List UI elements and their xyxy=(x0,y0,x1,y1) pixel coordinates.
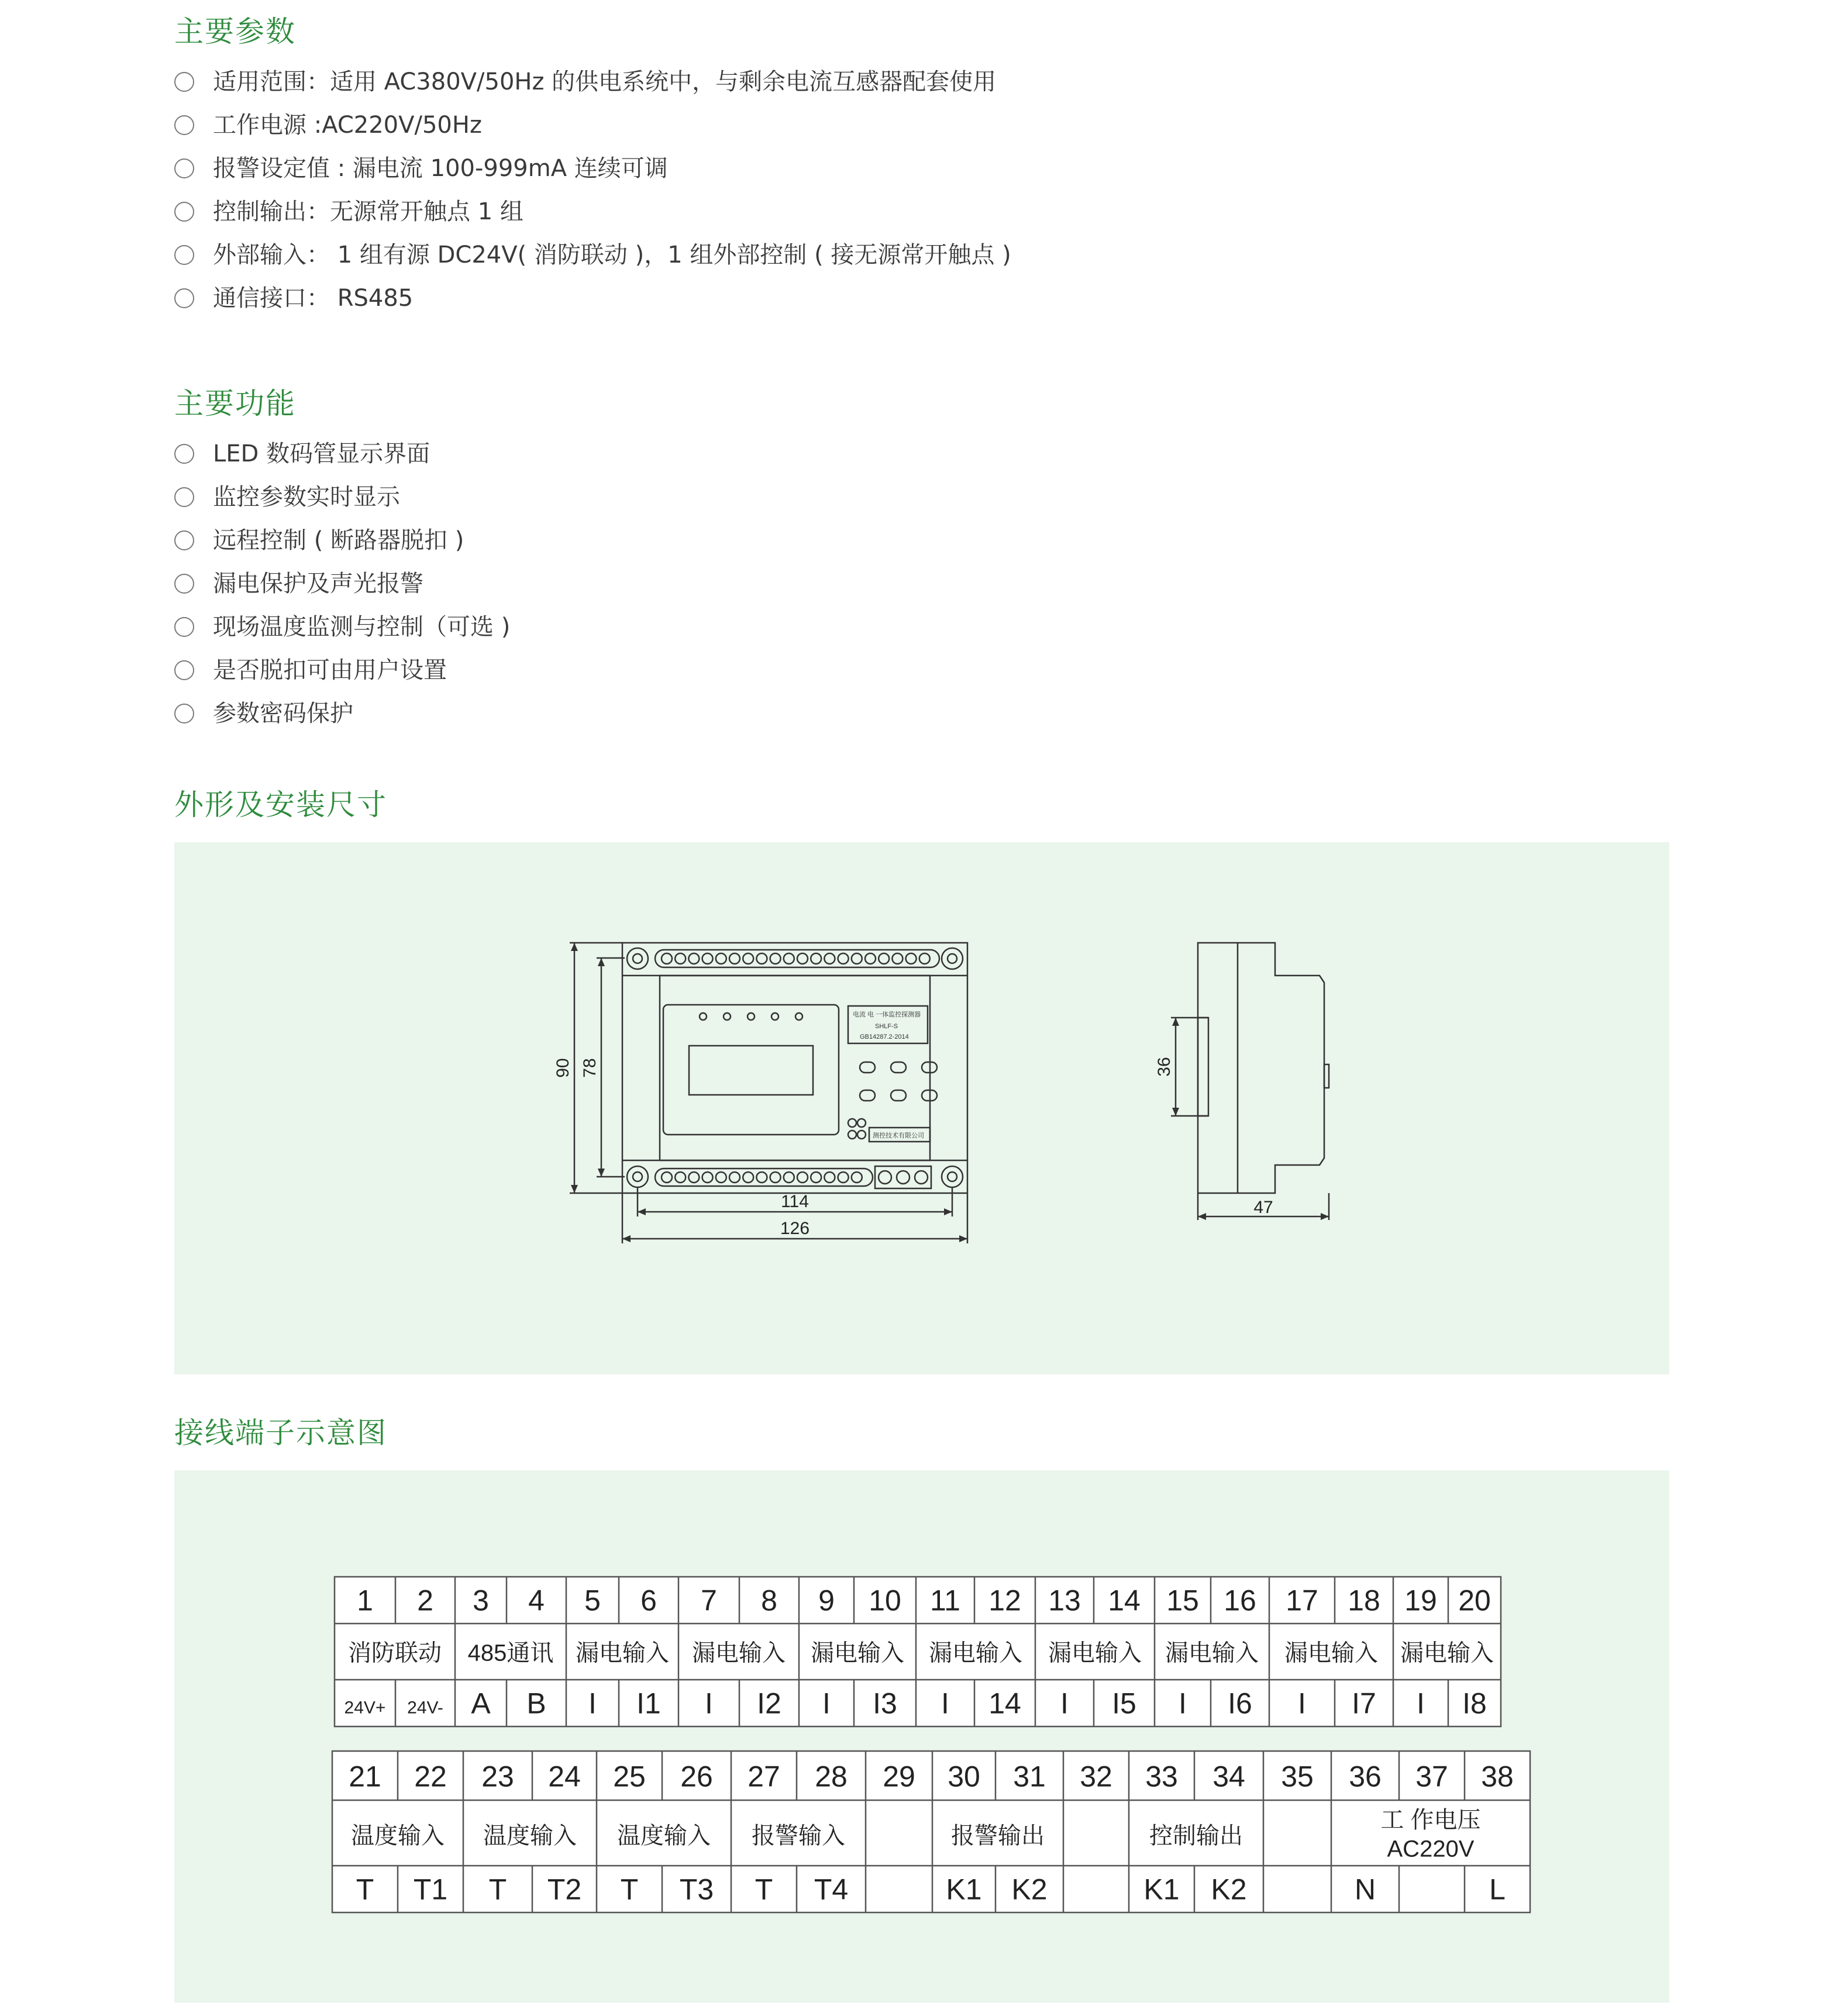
terminal-number: 22 xyxy=(414,1760,447,1793)
circle-bullet-icon xyxy=(174,487,194,507)
terminal-pin: T4 xyxy=(814,1873,849,1906)
terminal-pin: I8 xyxy=(1462,1687,1487,1720)
terminal-number: 8 xyxy=(761,1584,777,1617)
terminal-number: 16 xyxy=(1224,1584,1256,1617)
terminal-number: 11 xyxy=(930,1584,960,1617)
terminal-number: 2 xyxy=(417,1584,433,1617)
terminal-pin: B xyxy=(526,1687,546,1720)
list-item: 适用范围：适用 AC380V/50Hz 的供电系统中，与剩余电流互感器配套使用 xyxy=(174,64,1011,108)
terminal-number: 4 xyxy=(528,1584,545,1617)
terminal-pin: K1 xyxy=(1143,1873,1180,1906)
terminal-group-label: 工 作电压 xyxy=(1380,1807,1481,1834)
circle-bullet-icon xyxy=(174,617,194,637)
circle-bullet-icon xyxy=(174,115,194,135)
circle-bullet-icon xyxy=(174,158,194,178)
list-item: 是否脱扣可由用户设置 xyxy=(174,653,510,696)
dimension-label-47: 47 xyxy=(1253,1198,1273,1217)
terminal-number: 23 xyxy=(481,1760,514,1793)
device-side-outline xyxy=(1198,943,1324,1193)
terminal-pin: I xyxy=(1179,1687,1187,1720)
dimension-label-114: 114 xyxy=(781,1192,809,1211)
terminal-number: 25 xyxy=(613,1760,646,1793)
terminal-pin: 14 xyxy=(988,1687,1021,1720)
terminal-group-label: 温度输入 xyxy=(483,1822,577,1849)
wiring-panel xyxy=(174,1470,1669,2003)
terminal-pin: I7 xyxy=(1352,1687,1376,1720)
terminal-group-label: 报警输出 xyxy=(951,1822,1045,1849)
terminal-number: 38 xyxy=(1481,1760,1514,1793)
terminal-pin: I xyxy=(1417,1687,1425,1720)
terminal-pin: I5 xyxy=(1112,1687,1136,1720)
list-item: 漏电保护及声光报警 xyxy=(174,566,510,609)
terminal-table-bottom xyxy=(332,1751,1530,1912)
terminal-table-top xyxy=(335,1577,1501,1726)
terminal-number: 3 xyxy=(473,1584,489,1617)
terminal-number: 6 xyxy=(640,1584,657,1617)
terminal-pin: K2 xyxy=(1211,1873,1247,1906)
section-title-functions: 主要功能 xyxy=(174,387,296,421)
terminal-number: 26 xyxy=(680,1760,713,1793)
terminal-number: 36 xyxy=(1349,1760,1382,1793)
terminal-group-label: 漏电输入 xyxy=(1400,1640,1494,1666)
terminal-pin: T xyxy=(488,1873,507,1906)
terminal-pin: I3 xyxy=(873,1687,897,1720)
terminal-number: 31 xyxy=(1013,1760,1046,1793)
circle-bullet-icon xyxy=(174,72,194,92)
terminal-pin: A xyxy=(471,1687,491,1720)
terminal-diagram xyxy=(174,1470,1669,2003)
terminal-number: 30 xyxy=(948,1760,980,1793)
terminal-number: 15 xyxy=(1166,1584,1199,1617)
terminal-number: 7 xyxy=(701,1584,717,1617)
terminal-number: 32 xyxy=(1080,1760,1112,1793)
terminal-pin: I2 xyxy=(757,1687,781,1720)
terminal-number: 21 xyxy=(349,1760,381,1793)
terminal-group-label: 漏电输入 xyxy=(929,1640,1022,1666)
section-title-wiring: 接线端子示意图 xyxy=(174,1416,387,1450)
terminal-pin: T xyxy=(356,1873,374,1906)
list-item: 通信接口： RS485 xyxy=(174,281,1011,324)
terminal-group-label: 漏电输入 xyxy=(1284,1640,1378,1666)
terminal-pin: T xyxy=(755,1873,773,1906)
terminal-number: 12 xyxy=(988,1584,1021,1617)
terminal-group-label: 漏电输入 xyxy=(692,1640,786,1666)
terminal-number: 13 xyxy=(1048,1584,1081,1617)
list-item: 远程控制 ( 断路器脱扣 ) xyxy=(174,523,510,566)
terminal-group-label: 漏电输入 xyxy=(1048,1640,1142,1666)
circle-bullet-icon xyxy=(174,660,194,680)
terminal-number: 19 xyxy=(1404,1584,1437,1617)
terminal-group-label: 报警输入 xyxy=(752,1822,845,1849)
circle-bullet-icon xyxy=(174,444,194,464)
dimension-label-126: 126 xyxy=(780,1219,810,1238)
dimension-drawing xyxy=(174,842,1669,1374)
terminal-pin: I xyxy=(588,1687,597,1720)
terminal-number: 14 xyxy=(1108,1584,1141,1617)
dimension-label-90: 90 xyxy=(553,1058,573,1078)
terminal-number: 1 xyxy=(357,1584,373,1617)
terminal-number: 35 xyxy=(1281,1760,1314,1793)
terminal-pin: I xyxy=(1060,1687,1069,1720)
list-item: 参数密码保护 xyxy=(174,696,510,739)
circle-bullet-icon xyxy=(174,704,194,723)
terminal-number: 33 xyxy=(1145,1760,1178,1793)
device-front-outline xyxy=(622,943,967,1193)
terminal-number: 34 xyxy=(1212,1760,1245,1793)
terminal-number: 24 xyxy=(548,1760,581,1793)
params-list xyxy=(174,64,1011,324)
list-item: 控制输出：无源常开触点 1 组 xyxy=(174,194,1011,237)
terminal-number: 27 xyxy=(747,1760,780,1793)
device-company-text: 测控技术有限公司 xyxy=(873,1132,924,1139)
circle-bullet-icon xyxy=(174,530,194,550)
circle-bullet-icon xyxy=(174,245,194,265)
terminal-number: 20 xyxy=(1458,1584,1491,1617)
terminal-group-label: 漏电输入 xyxy=(576,1640,669,1666)
terminal-number: 18 xyxy=(1348,1584,1380,1617)
terminal-pin: I xyxy=(941,1687,949,1720)
terminal-group-label: 消防联动 xyxy=(348,1640,442,1666)
terminal-number: 10 xyxy=(869,1584,901,1617)
terminal-group-label: 温度输入 xyxy=(351,1822,445,1849)
terminal-number: 17 xyxy=(1286,1584,1318,1617)
terminal-pin: I xyxy=(705,1687,713,1720)
list-item: 监控参数实时显示 xyxy=(174,480,510,523)
terminal-pin: T2 xyxy=(547,1873,582,1906)
terminal-pin: I xyxy=(1298,1687,1306,1720)
dimensions-panel xyxy=(174,842,1669,1374)
dimension-label-36: 36 xyxy=(1155,1057,1174,1077)
terminal-pin: I6 xyxy=(1228,1687,1252,1720)
terminal-group-sublabel: AC220V xyxy=(1387,1836,1475,1862)
functions-list xyxy=(174,436,510,739)
terminal-group-label: 控制输出 xyxy=(1149,1822,1243,1849)
circle-bullet-icon xyxy=(174,288,194,308)
device-brand-text: 电流 电 一体监控探测器 xyxy=(853,1011,921,1018)
terminal-pin: L xyxy=(1489,1873,1506,1906)
terminal-number: 28 xyxy=(815,1760,848,1793)
terminal-pin: T xyxy=(620,1873,639,1906)
section-title-dimensions: 外形及安装尺寸 xyxy=(174,788,387,822)
terminal-number: 29 xyxy=(883,1760,915,1793)
list-item: LED 数码管显示界面 xyxy=(174,436,510,480)
terminal-pin: T3 xyxy=(679,1873,714,1906)
terminal-group-label: 485通讯 xyxy=(467,1640,554,1666)
terminal-pin: N xyxy=(1354,1873,1376,1906)
list-item: 外部输入： 1 组有源 DC24V( 消防联动 )，1 组外部控制 ( 接无源常开触点 ) xyxy=(174,237,1011,281)
section-title-params: 主要参数 xyxy=(174,15,296,49)
terminal-pin: 24V- xyxy=(407,1698,443,1718)
terminal-group-label: 漏电输入 xyxy=(811,1640,904,1666)
terminal-pin: K1 xyxy=(946,1873,982,1906)
terminal-pin: T1 xyxy=(413,1873,448,1906)
circle-bullet-icon xyxy=(174,202,194,222)
terminal-pin: I1 xyxy=(636,1687,661,1720)
terminal-pin: 24V+ xyxy=(344,1698,386,1718)
terminal-pin: I xyxy=(822,1687,831,1720)
terminal-group-label: 漏电输入 xyxy=(1165,1640,1259,1666)
circle-bullet-icon xyxy=(174,574,194,594)
list-item: 工作电源 :AC220V/50Hz xyxy=(174,108,1011,151)
terminal-group-label: 温度输入 xyxy=(617,1822,711,1849)
terminal-number: 9 xyxy=(818,1584,835,1617)
list-item: 现场温度监测与控制（可选 ) xyxy=(174,609,510,653)
list-item: 报警设定值 : 漏电流 100-999mA 连续可调 xyxy=(174,151,1011,194)
terminal-number: 5 xyxy=(584,1584,601,1617)
dimension-label-78: 78 xyxy=(580,1058,600,1078)
terminal-pin: K2 xyxy=(1011,1873,1048,1906)
device-model-text: SHLF-S xyxy=(875,1023,898,1030)
terminal-number: 37 xyxy=(1415,1760,1448,1793)
device-standard-text: GB14287.2-2014 xyxy=(860,1033,909,1040)
